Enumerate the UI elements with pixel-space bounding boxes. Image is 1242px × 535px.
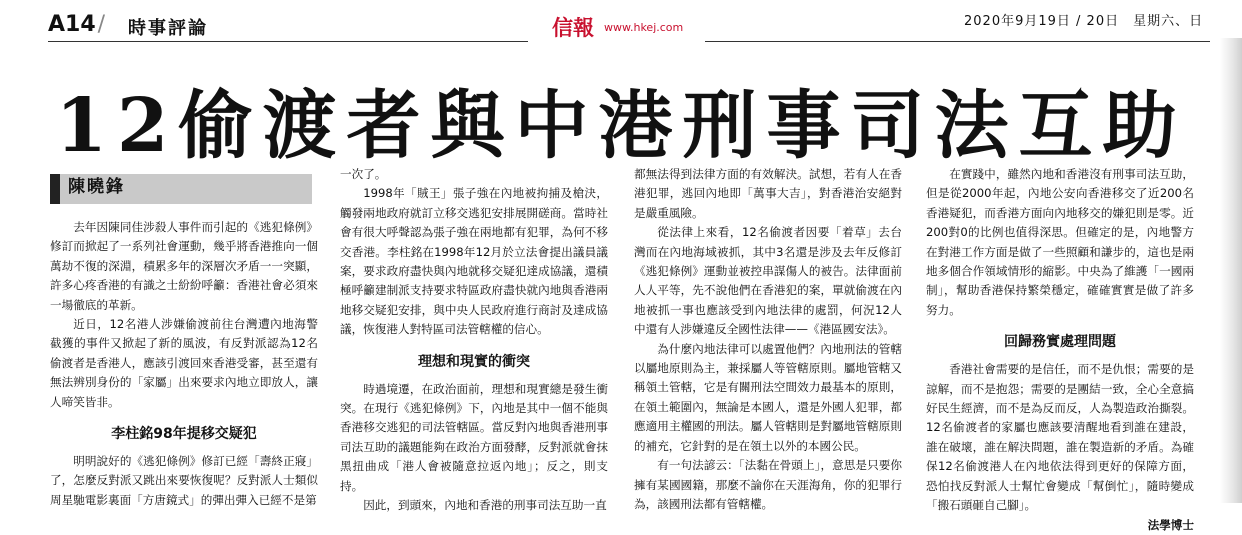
paragraph-continuation: 都無法得到法律方面的有效解決。試想，若有人在香港犯罪，逃回內地即「萬事大吉」，對香港治安絕對是嚴重風險。 [634,167,902,220]
paragraph: 因此，到頭來，內地和香港的刑事司法互助一直 [363,498,607,513]
headline: 12偷渡者與中港刑事司法互助 [55,83,1187,169]
section-title: 時事評論 [128,18,208,39]
column-1 [50,174,318,510]
column-2 [340,165,608,516]
paragraph: 1998年「賊王」張子強在內地被拘捕及槍決，觸發兩地政府就訂立移交逃犯安排展開磋商。當時社會有很大呼聲認為張子強在兩地都有犯罪，為何不移交香港。李柱銘在1998年12月於立法會提出議員議案，要求政府盡快與內地就移交疑犯達成協議，還積極呼籲建制派支持要求特區政府盡快就內地與香港兩地移交疑犯安排，與中央人民政府進行商討及達成協議，恢復港人對特區司法管轄權的信心。 [340,186,608,337]
subheading: 理想和現實的衝突 [418,353,530,370]
paragraph-continuation: 一次了。 [340,167,387,181]
paragraph: 明明說好的《逃犯條例》修訂已經「壽終正寢」了，怎麼反對派又跳出來要恢復呢？反對派人士類似周星馳電影裏面「方唐鏡式」的彈出彈入已經不是第 [50,454,318,507]
paragraph: 有一句法諺云：「法黏在骨頭上」，意思是只要你擁有某國國籍，那麼不論你在天涯海角，你的犯罪行為，該國刑法都有管轄權。 [634,458,902,511]
header-rule-right [705,41,1210,42]
subheading: 回歸務實處理問題 [1004,334,1116,351]
subheading: 李柱銘98年提移交疑犯 [111,426,257,443]
issue-date: 2020年9月19日 / 20日 星期六、日 [964,14,1204,29]
paragraph: 從法律上來看，12名偷渡者因要「着草」去台灣而在內地海域被抓，其中3名還是涉及去年反修訂《逃犯條例》運動並被控串謀傷人的被告。法律面前人人平等，先不說他們在香港犯的案，單就偷渡在內地被抓一事也應該受到內地法律的處罰，何況12人中還有人涉嫌違反全國性法律——《港區國安法》。 [634,225,902,337]
paragraph: 時過境遷，在政治面前，理想和現實總是發生衝突。在現行《逃犯條例》下，內地是其中一個不能與香港移交逃犯的司法管轄區。當反對內地與香港刑事司法互助的議題能夠在政治方面發酵，反對派就會抹黑扭曲成「港人會被隨意拉返內地」；反之，則支持。 [340,381,608,493]
column-3 [634,165,902,514]
divider-slash: / [97,12,106,37]
paragraph: 近日，12名港人涉嫌偷渡前往台灣遭內地海警截獲的事件又掀起了新的風波，有反對派認為12名偷渡者是香港人，應該引渡回來香港受審，甚至還有無法辨別身份的「家屬」出來要求內地立即放人，讓人啼笑皆非。 [50,317,318,409]
paragraph: 在實踐中，雖然內地和香港沒有刑事司法互助，但是從2000年起，內地公安向香港移交了近200名香港疑犯，而香港方面向內地移交的嫌犯則是零。近200對0的比例也值得深思。但確定的是，內地警方在對港工作方面是做了一些照顧和謙步的，這也是兩地多個合作領域情形的縮影。中央為了維護「一國兩制」，幫助香港保持繁榮穩定，確確實實是做了許多努力。 [926,167,1194,317]
newspaper-logo: 信報 [552,15,594,40]
author-credential: 法學博士 [1147,517,1194,532]
column-4 [926,165,1194,535]
author-box [50,174,312,204]
header-rule-left [48,41,528,42]
newspaper-url: www.hkej.com [604,21,684,34]
paragraph: 香港社會需要的是信任，而不是仇恨；需要的是諒解，而不是抱怨；需要的是團結一致，全心全意搞好民生經濟，而不是為反而反，人為製造政治撕裂。12名偷渡者的家屬也應該要清醒地看到誰在建設，誰在破壞，誰在解決問題，誰在製造新的矛盾。為確保12名偷渡港人在內地依法得到更好的保障方面，恐怕找反對派人士幫忙會變成「幫倒忙」，隨時變成「搬石頭砸自己腳」。 [926,362,1194,513]
author-bar [50,174,60,204]
page-header [0,0,1242,44]
paragraph: 為什麼內地法律可以處置他們？內地刑法的管轄以屬地原則為主，兼採屬人等管轄原則。屬地管轄又稱領土管轄，它是有關刑法空間效力最基本的原則，在領土範圍內，無論是本國人，還是外國人犯罪，都應適用主權國的刑法。屬人管轄則是對屬地管轄原則的補充，它針對的是在領土以外的本國公民。 [634,341,902,453]
page-edge-shadow [1220,38,1242,503]
author-name: 陳曉鋒 [68,177,125,197]
paragraph: 去年因陳同佳涉殺人事件而引起的《逃犯條例》修訂而掀起了一系列社會運動，幾乎將香港推向一個萬劫不復的深淵，積累多年的深層次矛盾一一突顯，許多心疼香港的有識之士紛紛呼籲：香港社會必須來一場徹底的革新。 [50,220,318,312]
page-number: A14/ [48,12,106,37]
